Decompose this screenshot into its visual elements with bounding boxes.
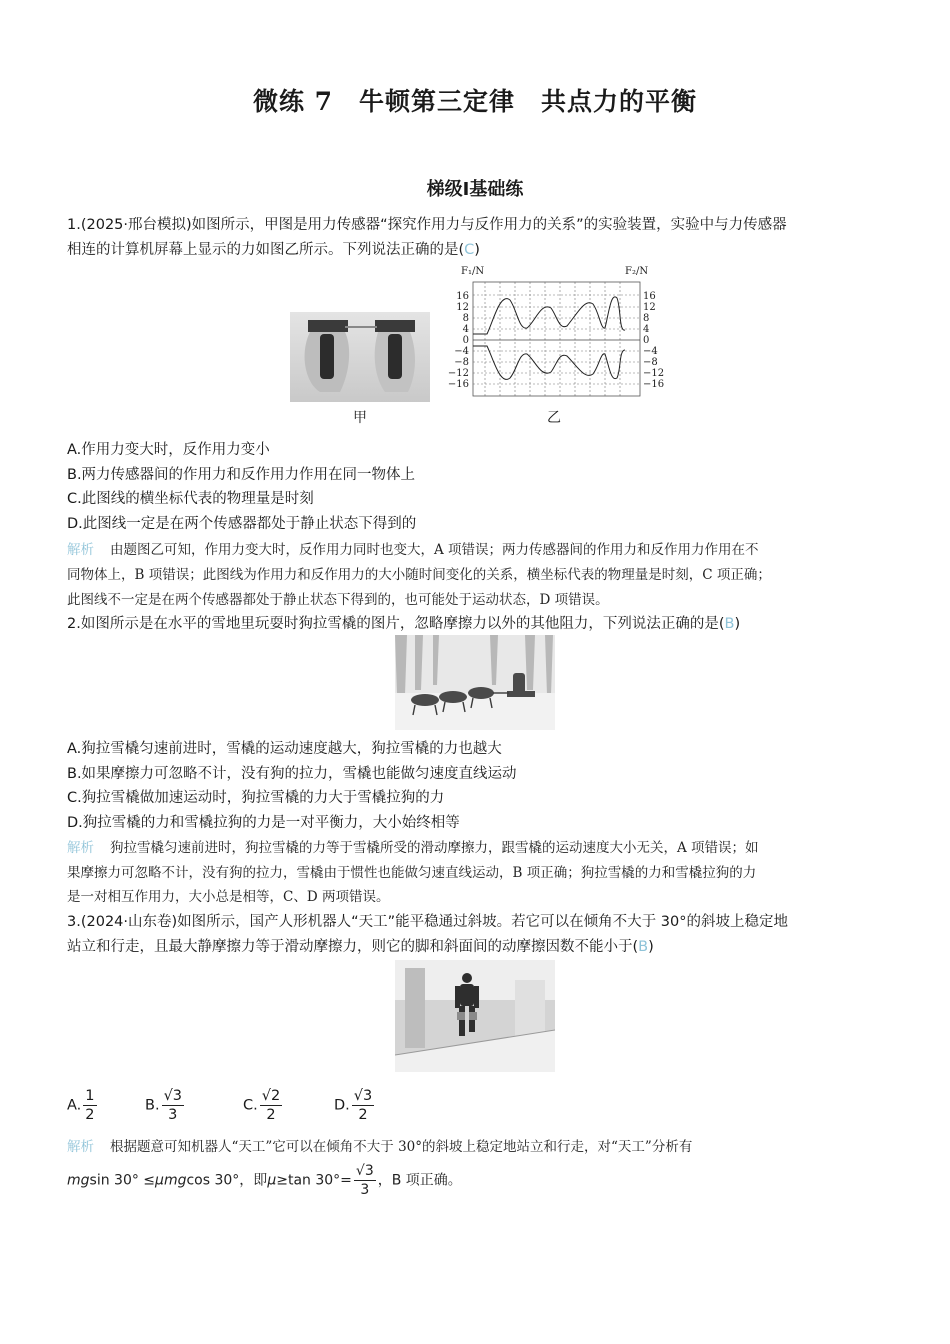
q3-stem-line2: 站立和行走，且最大静摩擦力等于滑动摩擦力，则它的脚和斜面间的动摩擦因数不能小于(B) bbox=[67, 939, 654, 955]
q3-analysis-label: 解析 bbox=[67, 1139, 94, 1155]
q3-robot-photo bbox=[395, 960, 555, 1072]
q1-option-b: B.两力传感器间的作用力和反作用力作用在同一物体上 bbox=[67, 467, 416, 483]
tick-left-m4: −4 bbox=[454, 346, 469, 357]
q2-option-b: B.如果摩擦力可忽略不计，没有狗的拉力，雪橇也能做匀速度直线运动 bbox=[67, 766, 517, 782]
tick-left-0: 0 bbox=[462, 335, 469, 346]
tick-left-m16: −16 bbox=[447, 379, 469, 390]
tick-left-16: 16 bbox=[456, 291, 469, 302]
q3-answer: B bbox=[638, 939, 649, 955]
q1-option-a: A.作用力变大时，反作用力变小 bbox=[67, 442, 270, 458]
q3-stem-line1: 3.(2024·山东卷)如图所示，国产人形机器人“天工”能平稳通过斜坡。若它可以在倾角不大于 30°的斜坡上稳定地 bbox=[67, 914, 788, 930]
tick-left-m8: −8 bbox=[454, 357, 469, 368]
page-title: 微练 7 牛顿第三定律 共点力的平衡 bbox=[252, 87, 698, 116]
q3-analysis-line2: mgsin 30° ≤μmgcos 30°，即μ≥tan 30°= $\frac{√3}{3}$ ，B 项正确。 bbox=[67, 1163, 462, 1198]
q2-analysis-label: 解析 bbox=[67, 840, 94, 856]
q1-option-c: C.此图线的横坐标代表的物理量是时刻 bbox=[67, 491, 314, 507]
tick-left-12: 12 bbox=[456, 302, 469, 313]
q2-option-d: D.狗拉雪橇的力和雪橇拉狗的力是一对平衡力，大小始终相等 bbox=[67, 815, 460, 831]
q1-answer: C bbox=[464, 242, 475, 258]
q1-caption-right: 乙 bbox=[547, 410, 561, 426]
q1-sensor-photo bbox=[290, 312, 430, 402]
tick-right-m4: −4 bbox=[643, 346, 658, 357]
q2-option-a: A.狗拉雪橇匀速前进时，雪橇的运动速度越大，狗拉雪橇的力也越大 bbox=[67, 741, 502, 757]
q3-analysis-line1: 解析 根据题意可知机器人“天工”它可以在倾角不大于 30°的斜坡上稳定地站立和行走，对“天工”分析有 bbox=[67, 1139, 693, 1155]
q1-stem-line1: 1.(2025·邢台模拟)如图所示，甲图是用力传感器“探究作用力与反作用力的关系”的实验装置，实验中与力传感器 bbox=[67, 217, 787, 233]
q2-analysis-line1: 解析 狗拉雪橇匀速前进时，狗拉雪橇的力等于雪橇所受的滑动摩擦力，跟雪橇的运动速度大小无关，A 项错误；如 bbox=[67, 840, 759, 856]
q1-analysis-line2: 同物体上，B 项错误；此图线为作用力和反作用力的大小随时间变化的关系，横坐标代表的物理量是时刻，C 项正确； bbox=[67, 567, 771, 583]
tick-right-16: 16 bbox=[643, 291, 656, 302]
q2-answer: B bbox=[724, 616, 735, 632]
tick-right-8: 8 bbox=[643, 313, 650, 324]
graph-curve-f1 bbox=[473, 297, 625, 334]
tick-right-m12: −12 bbox=[643, 368, 665, 379]
graph-f2-label: F₂/N bbox=[625, 266, 649, 277]
q2-analysis-line2: 果摩擦力可忽略不计，没有狗的拉力，雪橇由于惯性也能做匀速直线运动，B 项正确；狗拉雪橇的力和雪橇拉狗的力 bbox=[67, 865, 757, 881]
q1-analysis-line3: 此图线不一定是在两个传感器都处于静止状态下得到的，也可能处于运动状态，D 项错误。 bbox=[67, 592, 609, 608]
q1-analysis-line1: 解析 由题图乙可知，作用力变大时，反作用力同时也变大，A 项错误；两力传感器间的作用力和反作用力作用在不 bbox=[67, 542, 759, 558]
q1-option-d: D.此图线一定是在两个传感器都处于静止状态下得到的 bbox=[67, 516, 417, 532]
graph-f1-label: F₁/N bbox=[461, 266, 485, 277]
q2-dog-sled-photo bbox=[395, 635, 555, 730]
section-heading: 梯级Ⅰ基础练 bbox=[426, 179, 524, 200]
q1-force-graph bbox=[445, 262, 670, 402]
q1-stem-text: 相连的计算机屏幕上显示的力如图乙所示。下列说法正确的是( bbox=[67, 242, 465, 258]
tick-right-m8: −8 bbox=[643, 357, 658, 368]
tick-right-0: 0 bbox=[643, 335, 650, 346]
q3-option-c: C. $\frac{√2}{2}$ bbox=[243, 1088, 281, 1123]
q2-analysis-line3: 是一对相互作用力，大小总是相等，C、D 两项错误。 bbox=[67, 889, 390, 905]
q1-caption-left: 甲 bbox=[353, 410, 367, 426]
q3-option-d: D. $\frac{√3}{2}$ bbox=[334, 1088, 373, 1123]
tick-right-12: 12 bbox=[643, 302, 656, 313]
tick-right-m16: −16 bbox=[643, 379, 665, 390]
q2-option-c: C.狗拉雪橇做加速运动时，狗拉雪橇的力大于雪橇拉狗的力 bbox=[67, 790, 445, 806]
tick-left-m12: −12 bbox=[447, 368, 469, 379]
q2-stem-line1: 2.如图所示是在水平的雪地里玩耍时狗拉雪橇的图片，忽略摩擦力以外的其他阻力，下列说法正确的是(B) bbox=[67, 616, 741, 632]
q1-stem-line2: 相连的计算机屏幕上显示的力如图乙所示。下列说法正确的是(C) bbox=[67, 242, 480, 258]
q3-option-a: A. $\frac{1}{2}$ bbox=[67, 1088, 95, 1123]
tick-right-4: 4 bbox=[643, 324, 650, 335]
tick-left-8: 8 bbox=[462, 313, 469, 324]
tick-left-4: 4 bbox=[462, 324, 469, 335]
q3-option-b: B. $\frac{√3}{3}$ bbox=[145, 1088, 183, 1123]
q1-analysis-label: 解析 bbox=[67, 542, 94, 558]
